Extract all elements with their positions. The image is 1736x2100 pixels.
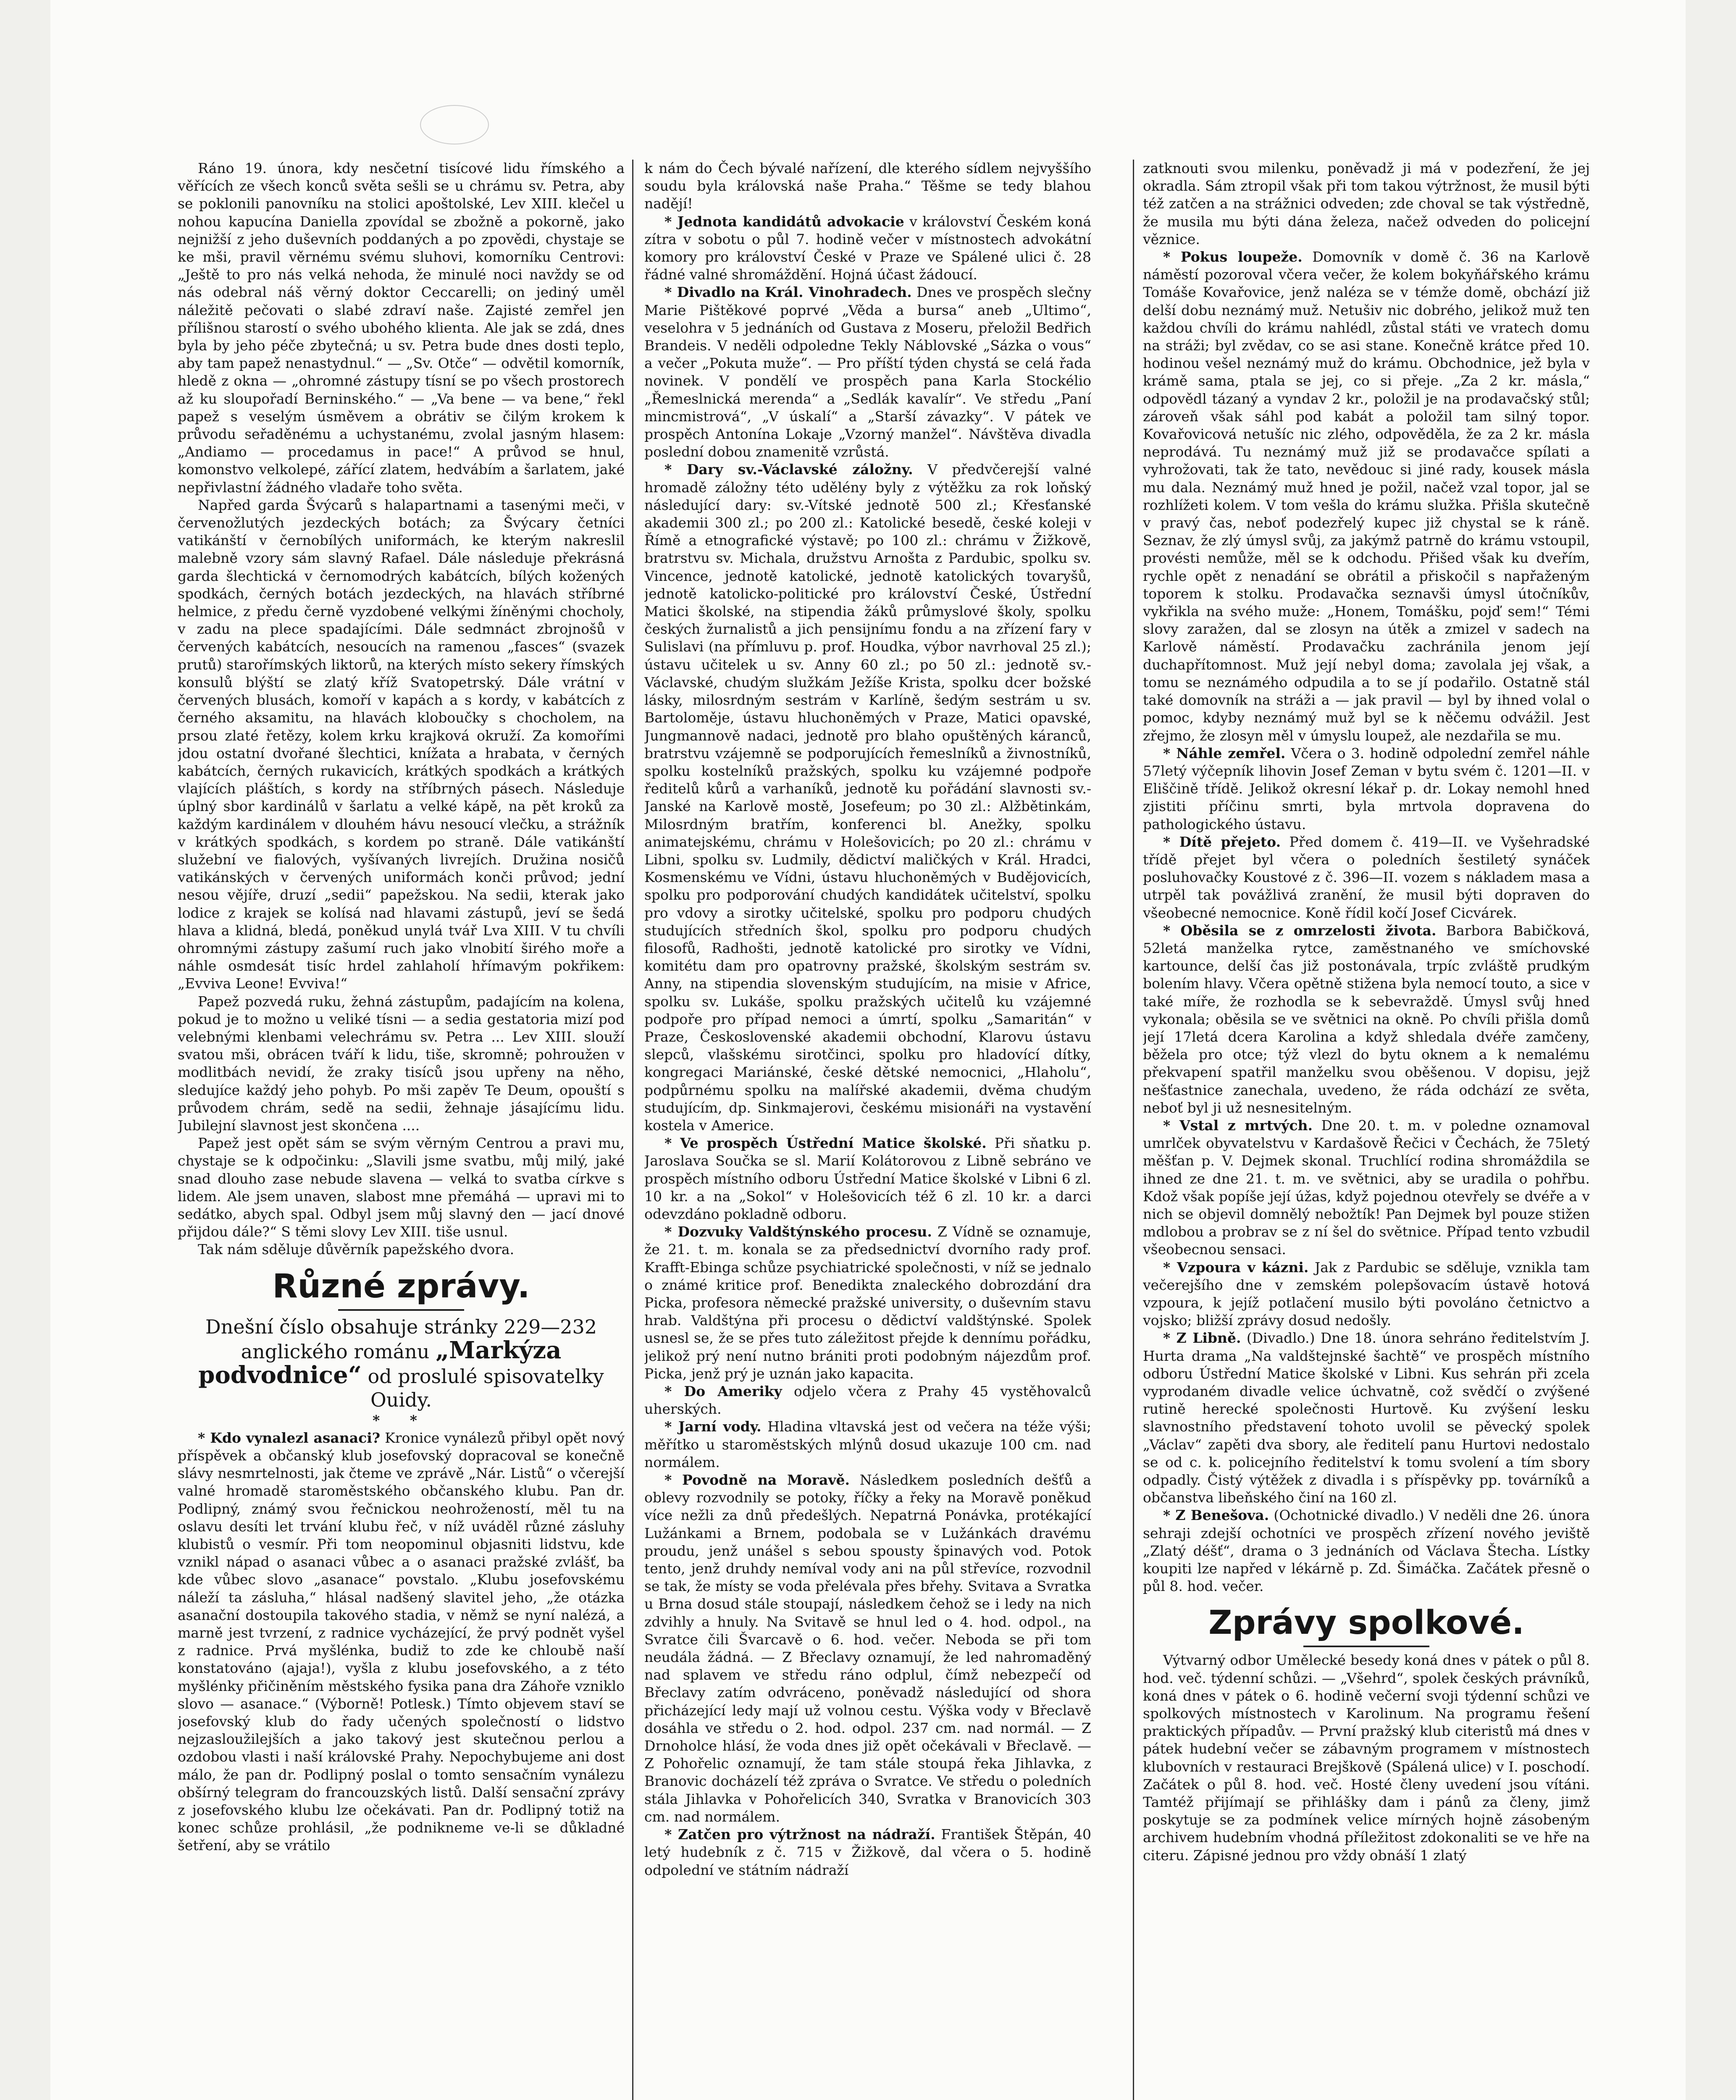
news-text: V předvčerejší valné hromadě záložny této udělény byly z výtěžku za rok loňský následující dary: sv.-Vítské jednotě 500 zl.; Křesťanské akademii 300 zl.; po 200 zl.: Katolické besedě, české koleji v Římě a etnografické výstavě; po 100 zl.: chrámu v Žižkově, bratrstvu sv. Michala, družstvu Arnošta z Pardubic, spolku sv. Vincence, jednotě katolické, jednotě katolických tovaryšů, jednotě katolicko-politické pro království České, Ústřední Matici školské, na stipendia žáků průmyslové školy, spolku českých žurnalistů a jich pensijnímu fondu a na zřízení fary v Sulislavi (na přímluvu p. prof. Houdka, výbor navrhoval 25 zl.); ústavu učitelek u sv. Anny 60 zl.; po 50 zl.: jednotě sv.-Václavské, chudým služkám Ježíše Krista, spolku dcer božské lásky, milosrdným sestrám v Karlíně, šedým sestrám u sv. Bartoloměje, ústavu hluchoněmých v Praze, Matici opavské, Jungmannově nadaci, jednotě pro blaho opuštěných káranců, bratrstvu vzájemně se podporujících řemeslníků a živnostníků, spolku kostelníků pražských, spolku ku vzájemné podpoře ředitelů kůrů a varhaníků, jednotě ku pořádání slavnosti sv.-Janské na Karlově mostě, Josefeum; po 30 zl.: Alžbětinkám, Milosrdným bratřím, konferenci bl. Anežky, spolku animatejskému, chrámu v Holešovicích; po 20 zl.: chrámu v Libni, spolku sv. Ludmily, dědictví maličkých v Král. Hradci, Kosmenskému ve Vídni, ústavu hluchoněmých v Budějovicích, spolku pro podporování chudých kandidátek učitelství, spolku pro vdovy a sirotky učitelské, spolku pro podporu chudých studujících středních škol, spolku pro podporu chudých filosofů, Radhošti, jednotě katolické pro sirotky ve Vídni, komitétu dam pro opatrovny pražské, školským sestrám sv. Anny, na stipendia slovenským studujícím, na misie v Africe, spolku sv. Lukáše, spolku pražských učitelů ku vzájemné podpoře pro případ nemoci a úmrtí, spolku „Samaritán“ v Praze, Československé akademii obchodní, Klarovu ústavu slepců, vlašskému sirotčinci, spolku pro hladovící dítky, kongregaci Mariánské, české dětské nemocnici, „Hlaholu“, podpůrnému spolku na malířské akademii, dvěma chudým studujícím, dp. Sinkmajerovi, českému misionáři na vystavění kostela v Americe.	[644, 461, 1091, 1134]
separator-stars: * *	[372, 1412, 430, 1428]
column-rule	[1133, 160, 1134, 2100]
column-rule	[632, 160, 633, 2100]
news-item	[1143, 1117, 1590, 1259]
news-item	[1143, 1507, 1590, 1595]
news-text: František Štěpán, 40 letý hudebník z č. 715 v Žižkově, dal včera o 5. hodině odpolední ve státním nádraží	[644, 1826, 1091, 1878]
news-headline: * Dozvuky Valdštýnského procesu.	[664, 1223, 932, 1240]
news-headline: * Dary sv.-Václavské záložny.	[664, 461, 913, 478]
news-headline: * Jednota kandidátů advokacie	[664, 213, 904, 230]
news-item	[1143, 745, 1590, 833]
article-paragraph: Ráno 19. února, kdy nesčetní tisícové lidu římského a věřících ze všech konců světa sešli se u chrámu sv. Petra, aby se poklonili panovníku na stolici apoštolské, Lev XIII. klečel u nohou kapucína Daniella zpovídal se zbožně a pokorně, jako nejnižší z jeho duševních poddaných a po zpovědi, chystaje se ke mši, pravil věrnému svému sluhovi, komorníku Centrovi: „Ještě to pro nás velká nehoda, že minulé noci navždy se od nás odebral náš věrný doktor Ceccarelli; on jediný uměl náležitě pečovati o slabé zdraví naše. Zajisté zemřel jen přílišnou starostí o svého ubohého klienta. Ale jak se zdá, dnes byla by jeho péče zbytečná; u sv. Petra bude dnes dosti teplo, aby tam papež nenastydnul.“ — „Sv. Otče“ — odvětil komorník, hledě z okna — „ohromné zástupy tísní se po všech prostorech až ku sloupořadí Berninského.“ — „Va bene — va bene,“ řekl papež s veselým úsměvem a obrátiv se čilým krokem k průvodu seřaděnému a uchystanému, zvolal jasným hlasem: „Andiamo — procedamus in pace!“ A průvod se hnul, komonstvo velkolepé, zářící zlatem, hedvábím a šarlatem, jaké nepřivlastní žádného vladaře toho světa.	[178, 160, 625, 496]
news-item	[1143, 160, 1590, 248]
serial-notice	[178, 1315, 625, 1412]
column-1	[178, 160, 625, 2100]
serial-notice-post: od proslulé spisovatelky Ouidy.	[368, 1365, 604, 1411]
news-text: Výtvarný odbor Umělecké besedy koná dnes v pátek o půl 8. hod. več. týdenní schůzi. — „Všehrd“, spolek českých právníků, koná dnes v pátek o 6. hodině večerní svoji týdenní schůzi ve spolkových místnostech v Karolinum. Na programu řešení praktických případův. — První pražský klub citeristů má dnes v pátek hudební večer se zábavným programem v místnostech klubovních v restauraci Brejškově (Spálená ulice) v I. poschodí. Začátek o půl 8. hod. več. Hosté členy uvedení jsou vítáni. Tamtéž přijímají se přihlášky dam i pánů za členy, jimž poskytuje se za podmínek velice mírných hojně zásobeným archivem hudebním vhodná příležitost zdokonaliti se ve hře na citeru. Zápisné jednou pro vždy obnáší 1 zlatý	[1143, 1652, 1590, 1864]
paper-blemish	[420, 105, 489, 144]
club-news-item	[1143, 1651, 1590, 1864]
news-headline: * Zatčen pro výtržnost na nádraží.	[664, 1826, 935, 1843]
news-item	[1143, 833, 1590, 922]
news-text: Z Vídně se oznamuje, že 21. t. m. konala se za předsednictví dvorního rady prof. Krafft-Ebinga schůze psychiatrické společnosti, v níž se jednalo o známé kritice prof. Benedikta znaleckého dobrozdání dra Picka, profesora německé pražské university, o duševním stavu hrab. Valdštýna při procesu o dědictví valdštýnské. Spolek usnesl se, že se přes tuto záležitost přejde k dennímu pořádku, jelikož prý není nutno brániti proti podobným nájezdům prof. Picka, jenž prý je uznán jako kapacita.	[644, 1223, 1091, 1382]
serial-notice-pre: Dnešní číslo obsahuje stránky 229—232 anglického románu	[205, 1315, 597, 1363]
news-text: Jak z Pardubic se sděluje, vznikla tam večerejšího dne v zemském polepšovacím ústavě hotová vzpoura, k jejíž potlačení musilo býti povoláno četnictvo a vojsko; bližší zprávy dosud nedošly.	[1143, 1259, 1590, 1329]
news-item	[644, 1471, 1091, 1826]
news-item	[644, 213, 1091, 284]
news-headline: * Náhle zemřel.	[1163, 745, 1286, 761]
news-item	[1143, 248, 1590, 745]
section-title-ruzne-zpravy: Různé zprávy.	[272, 1267, 530, 1305]
news-text: Hladina vltavská jest od večera na téže výši; měřítko u staroměstských mlýnů dosud ukazuje 100 cm. nad normálem.	[644, 1418, 1091, 1470]
news-headline: * Divadlo na Král. Vinohradech.	[664, 284, 912, 301]
news-text: Včera o 3. hodině odpolední zemřel náhle 57letý výčepník lihovin Josef Zeman v bytu svém č. 1201—II. v Eliščině třídě. Jelikož okresní lékař p. dr. Lokay nemohl hned zjistiti příčinu smrti, byla mrtvola dopravena do pathologického ústavu.	[1143, 745, 1590, 832]
news-headline: * Pokus loupeže.	[1163, 249, 1303, 265]
news-item	[644, 160, 1091, 213]
article-paragraph: Tak nám sděluje důvěrník papežského dvora.	[198, 1241, 515, 1258]
news-headline: * Oběsila se z omrzelosti života.	[1163, 922, 1437, 939]
section-divider	[1303, 1646, 1429, 1647]
news-headline: * Do Ameriky	[664, 1383, 782, 1400]
news-text: (Divadlo.) Dne 18. února sehráno ředitelstvím J. Hurta drama „Na valdštejnské šachtě“ ve prospěch místního odboru Ústřední Matice školské v Libni. Kus sehrán při zcela vyprodaném divadle velice úchvatně, což svědčí o zvýšené rutině herecké společnosti Hurtově. Ku zvýšení lesku slavnostního představení tohoto uvolil se pěvecký spolek „Václav“ zapěti dva sbory, ale ředitelí panu Hurtovi nedostalo se od c. k. policejního ředitelství k tomu svolení a tím sbory odpadly. Čistý výtěžek z divadla i s příspěvky pp. továrníků a občanstva libeňského činí na 160 zl.	[1143, 1330, 1590, 1506]
news-item	[1143, 922, 1590, 1117]
news-item	[644, 461, 1091, 1134]
news-headline: * Ve prospěch Ústřední Matice školské.	[664, 1135, 987, 1152]
article-paragraph: Napřed garda Švýcarů s halapartnami a tasenými meči, v červenožlutých jezdeckých botách; za Švýcary četníci vatikánští v černobílých uniformách, ke kterým nakreslil malebně vzory sám slavný Rafael. Dále následuje překrásná garda šlechtická v černomodrých kabátcích, bílých kožených spodkách, černých botách jezdeckých, na hlavách stříbrné helmice, z předu černě vyzdobené velkými žíněnými chocholy, v zadu na plece spadajícími. Dále sedmnáct zbrojnošů v červených kabátcích, nesoucích na ramenou „fasces“ (svazek prutů) starořímských liktorů, na kterých místo sekery římských konsulů blýští se zlatý kříž Svatopetrský. Dále vrátní v červených blusách, komoří v kapách a s kordy, v kabátcích z černého aksamitu, na hlavách kloboučky s chocholem, na prsou zlaté řetězy, kolem krku krajková okruží. Za komořími jdou ostatní dvořané šlechtici, knížata a hrabata, v černých kabátcích, černých rukavicích, krátkých spodkách a krátkých vlajících pláštích, s kordy na stříbrných pásech. Následuje úplný sbor kardinálů v šarlatu a velké kápě, na pět kroků za každým kardinálem v dlouhém hávu nesoucí vlečku, a strážník v krátkých spodkách, s kordem po straně. Dále vatikánští služební ve fialových, vyšívaných livrejích. Družina nosičů vatikánských v červených uniformách konči průvod; jední nesou vějíře, druzí „sedii“ papežskou. Na sedii, kterak jako lodice z krajek se kolísá nad hlavami zástupů, jeví se šedá hlava a klidná, bledá, poněkud unylá tvář Lva XIII. V tu chvíli ohromnými zástupy zašumí ruch jako vlnobití širého moře a náhle osmdesát tisíc hrdel zahlaholí hřímavým pokřikem: „Evviva Leone! Evviva!“	[178, 496, 625, 992]
news-item	[178, 1429, 625, 1855]
news-headline: * Vzpoura v kázni.	[1163, 1259, 1309, 1276]
page-margin-right	[1686, 0, 1736, 2100]
news-headline: * Z Libně.	[1163, 1330, 1241, 1347]
news-text: Barbora Babičková, 52letá manželka rytce, zaměstnaného ve smíchovské kartounce, delší čas již postonávala, trpíc zvláště prudkým bolením hlavy. Včera opětně stižena byla nemocí touto, a sice v také míře, že rozhodla se k sebevraždě. Úmysl svůj hned vykonala; oběsila se ve světnici na okně. Po chvíli přišla domů její 17letá dcera Karolina a když shledala dvéře zamčeny, běžela pro otce; týž vlezl do bytu oknem a k nemalému překvapení spatřil manželku svou oběšenou. V dopisu, jejž nešťastnice zanechala, uvedeno, že ráda odchází ze světa, neboť byl ji už nesnesitelným.	[1143, 922, 1590, 1116]
news-text: Při sňatku p. Jaroslava Součka se sl. Marií Kolátorovou z Libně sebráno ve prospěch místního odboru Ústřední Matice školské v Libni 6 zl. 10 kr. a na „Sokol“ v Holešovicích též 6 zl. 10 kr. a darci odevzdáno pokladně odboru.	[644, 1135, 1091, 1222]
news-text: Domovník v domě č. 36 na Karlově náměstí pozoroval včera večer, že kolem bokyňářského krámu Tomáše Kovařovice, jenž naléza se v témže domě, obchází již delší dobu neznámý muž. Netušiv nic dobrého, jelikož muž ten každou chvíli do krámu nahlédl, zůstal státi ve vratech domu na stráži; byl zvědav, co se asi stane. Konečně krátce před 10. hodinou vešel neznámý muž do krámu. Obchodnice, jež byla v krámě sama, ptala se jej, co si přeje. „Za 2 kr. másla,“ odpovědl tázaný a vyndav 2 kr., položil je na prodavačský stůl; zároveň však sáhl pod kabát a položil tam silný topor. Kovařovicová netušíc nic zlého, odpověděla, že za 2 kr. másla neprodává. Tu neznámý muž již se prodavačce spílati a vyhrožovati, tak že tato, nevědouc si jiné rady, kousek másla mu dala. Neznámý muž hned je požil, načež vzal topor, jal se rozhlížeti kolem. V tom vešla do krámu služka. Přišla skutečně v pravý čas, neboť podezřelý kupec již chystal se k ráně. Seznav, že zlý úmysl svůj, za jakýmž patrně do krámu vstoupil, provésti nemůže, měl se k odchodu. Přišed však ku dveřím, rychle opět z nenadání se obrátil a přiskočil s napřaženým toporem k stolku. Prodavačka seznavši úmysl útočníkův, vykřikla na svého muže: „Honem, Tomášku, pojď sem!“ Témi slovy zaražen, dal se zlosyn na útěk a zmizel v sadech na Karlově náměstí. Prodavačku zachránila jenom její duchapřítomnost. Muž její nebyl doma; zavolala jej však, a tomu se neznámého odpudila a to se jí podařilo. Ostatně stál také domovník na stráži a — jak pravil — byl by ihned volal o pomoc, kdyby neznámý muž byl se k něčemu odvážil. Jest zřejmo, že zlosyn měl v úmyslu loupež, ale nezdařila se mu.	[1143, 249, 1590, 744]
news-text: zatknouti svou milenku, poněvadž ji má v podezření, že jej okradla. Sám ztropil však při tom takou výtržnost, že musil býti též zatčen a na strážnici odveden; zde choval se tak výstředně, že musila mu býti dána železa, načež odveden do policejní věznice.	[1143, 160, 1590, 247]
news-text: Před domem č. 419—II. ve Vyšehradské třídě přejet byl včera o poledních šestiletý synáček posluhovačky Koustové z č. 396—II. vozem s nákladem masa a utrpěl tak povážlivá zranění, že musil býti dopraven do všeobecné nemocnice. Koně řídil kočí Josef Cicvárek.	[1143, 833, 1590, 921]
news-text: Dne 20. t. m. v poledne oznamoval umrlček obyvatelstvu v Kardašově Řečici v Čechách, že 75letý měšťan p. V. Dejmek skonal. Truchlící rodina shromáždila se ihned ze dne 21. t. m. ve světnici, aby se uradila o pohřbu. Kdož však popíše její úžas, když pojednou otevřely se dvéře a v nich se objevil domnělý nebožtík! Pan Dejmek byl pouze stižen mdlobou a probrav se z ní šel do světnice. Případ tento vzbudil všeobecnou sensaci.	[1143, 1117, 1590, 1258]
news-text: (Ochotnické divadlo.) V neděli dne 26. února sehraji zdejší ochotníci ve prospěch zřízení nového jeviště „Zlatý déšť“, drama o 3 jednáních od Václava Štecha. Lístky koupiti lze napřed v lékárně p. Zd. Šimáčka. Začátek přesně o půl 8. hod. večer.	[1143, 1507, 1590, 1595]
news-headline: * Kdo vynalezl asanaci?	[198, 1429, 381, 1446]
news-item	[1143, 1329, 1590, 1507]
news-item	[644, 284, 1091, 461]
page-margin-left	[0, 0, 50, 2100]
news-item	[644, 1826, 1091, 1879]
news-text: odjelo včera z Prahy 45 vystěhovalců uherských.	[644, 1383, 1091, 1418]
news-text: Dnes ve prospěch slečny Marie Pištěkové poprvé „Věda a bursa“ aneb „Ultimo“, veselohra v 5 jednáních od Gustava z Moseru, přeložil Bedřich Brandeis. V neděli odpoledne Tekly Náblovské „Sázka o vous“ a večer „Pokuta muže“. — Pro příští týden chystá se celá řada novinek. V pondělí ve prospěch pana Karla Stockélio „Řemeslnická merenda“ a „Sedlák kavalír“. Ve středu „Paní mincmistrová“, „V úskalí“ a „Starší závazky“. V pátek ve prospěch Antonína Lokaje „Vzorný manžel“. Návštěva divadla poslední dobou znamenitě vzrůstá.	[644, 284, 1091, 460]
news-headline: * Dítě přejeto.	[1163, 833, 1281, 850]
column-2	[644, 160, 1091, 2100]
news-headline: * Vstal z mrtvých.	[1163, 1117, 1313, 1134]
news-item	[644, 1134, 1091, 1223]
news-item	[1143, 1259, 1590, 1330]
serial-notice-title: „Markýza podvodnice“	[198, 1336, 562, 1389]
news-item	[644, 1223, 1091, 1383]
news-text: k nám do Čech bývalé nařízení, dle kterého sídlem nejvyššího soudu byla královská naše Praha.“ Těšme se tedy blahou nadějí!	[644, 160, 1091, 212]
section-divider	[338, 1309, 464, 1311]
news-item	[644, 1383, 1091, 1418]
news-text: Kronice vynálezů přibyl opět nový příspěvek a občanský klub josefovský dopracoval se konečně slávy nesmrtelnosti, jak čteme ve zprávě „Nár. Listů“ o včerejší valné hromadě staroměstského občanského klubu. Pan dr. Podlipný, známý svou řečnickou neohrožeností, měl tu na oslavu desíti let trvání klubu řeč, v níž uváděl různé zásluhy klubistů o vesmír. Při tom neopominul objasniti lidstvu, kde vznikl nápad o asanaci vůbec a o asanaci pražské zvlášť, ba kde vůbec slovo „asanace“ povstalo. „Klubu josefovskému náleží ta zásluha,“ hlásal nadšený slavitel jeho, „že otázka asanační dostoupila takového stadia, v němž se nyní nalézá, a marně jest tvrzení, z radnice vycházející, že prvý podnět vyšel z radnice. Prvá myšlénka, budiž to zde ke chloubě naší konstatováno (ajaja!), vyšla z klubu josefovského, a z této myšlénky přičiněním městského fysika pana dra Záhoře vzniklo slovo — asanace.“ (Výborně! Potlesk.) Tímto objevem staví se josefovský klub do řady učených společností o lidstvo nejzasloužilejších a jako takový jest skutečnou perlou a ozdobou vlasti i naší královské Prahy. Nepochybujeme ani dost málo, že pan dr. Podlipný poslal o tomto sensačním vynálezu obšírný telegram do francouzských listů. Další sensační zprávy z josefovského klubu lze očekávati. Pan dr. Podlipný totiž na konec schůze prohlásil, „že podnikneme ve-li se důkladné šetření, aby se vrátilo	[178, 1429, 625, 1854]
news-headline: * Jarní vody.	[664, 1418, 762, 1435]
column-3	[1143, 160, 1590, 2100]
news-item	[644, 1418, 1091, 1471]
news-headline: * Povodně na Moravě.	[664, 1472, 850, 1488]
news-text: v království Českém koná zítra v sobotu o půl 7. hodině večer v místnostech advokátní komory pro království České v Praze ve Spálené ulici č. 28 řádné valné shromáždění. Hojná účast žádoucí.	[644, 213, 1091, 283]
news-text: Následkem posledních dešťů a oblevy rozvodnily se potoky, říčky a řeky na Moravě poněkud více nežli za dnů předešlých. Nepatrná Ponávka, protékající Lužánkami a Brnem, podobala se v Lužánkách dravému proudu, jenž unášel s sebou spousty špinavých vod. Potok tento, jenž druhdy nemíval vody ani na půl střevíce, rozvodnil se tak, že místy se voda přelévala přes břehy. Svitava a Svratka u Brna dosud stále stoupají, následkem čehož se i ledy na nich zdvihly a hnuly. Na Svitavě se hnul led o 4. hod. odpol., na Svratce čili Švarcavě o 6. hod. večer. Neboda se při tom neudála žádná. — Z Břeclavy oznamují, že led nahromaděný nad splavem ve středu ráno odplul, čímž nebezpečí od Břeclavy zatím odvráceno, poněvadž následující od shora přicházející ledy mají už volnou cestu. Výška vody v Břeclavě dosáhla ve středu o 2. hod. odpol. 237 cm. nad normál. — Z Drnoholce hlásí, že voda dnes již opět očekávali v Břeclavě. — Z Pohořelic oznamují, že tam stále stoupá řeka Jihlavka, z Branovic docházelí též zpráva o Svratce. Ve středu o poledních stála Jihlavka v Pohořelicích 340, Svratka v Branovicích 303 cm. nad normálem.	[644, 1472, 1091, 1825]
news-headline: * Z Benešova.	[1163, 1507, 1269, 1524]
section-title-zpravy-spolkove: Zprávy spolkové.	[1208, 1604, 1524, 1642]
article-paragraph: Papež jest opět sám se svým věrným Centrou a pravi mu, chystaje se k odpočinku: „Slavili jsme svatbu, můj milý, jaké snad dlouho zase nebude slavena — velká to svatba církve s lidem. Ale jsem unaven, slabost mne přemáhá — upravi mi to sedátko, abych spal. Odbyl jsem můj slavný den — jací dnové přijdou dále?“ S těmi slovy Lev XIII. tiše usnul.	[178, 1135, 625, 1240]
article-paragraph: Papež pozvedá ruku, žehná zástupům, padajícím na kolena, pokud je to možno u veliké tísni — a sedia gestatoria mizí pod velebnými klenbami velechrámu sv. Petra ... Lev XIII. slouží svatou mši, obrácen tváří k lidu, tiše, skromně; pohroužen v modlitbách nevidí, že zraky tisíců jsou upřeny na něho, sledujíce každý jeho pohyb. Po mši zapěv Te Deum, opouští s průvodem chrám, sedě na sedii, žehnaje jásajícímu lidu. Jubilejní slavnost jest skončena ....	[178, 993, 625, 1134]
